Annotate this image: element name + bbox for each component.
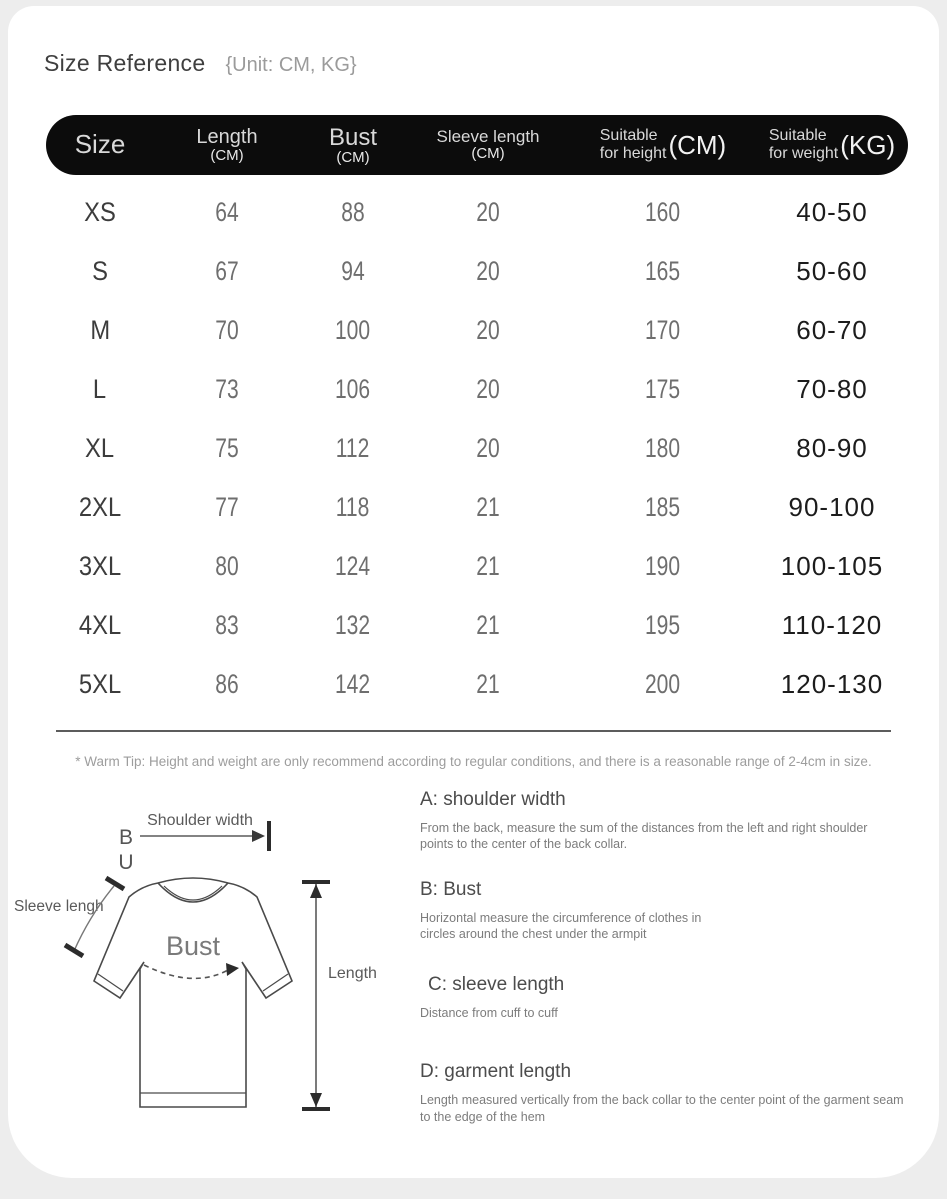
definition-block — [420, 1061, 911, 1125]
definition-heading: A: shoulder width — [420, 789, 566, 810]
cell-height: 170 — [645, 315, 681, 345]
cell-size: L — [93, 374, 107, 404]
cell-length: 77 — [215, 492, 239, 522]
cell-weight: 40-50 — [796, 197, 868, 227]
cell-length: 80 — [215, 551, 239, 581]
cell-length: 75 — [215, 433, 239, 463]
column-header-suitable-height — [570, 127, 756, 162]
sleeve-length-label: Sleeve lengh — [14, 898, 104, 915]
header-weight-unit: (KG) — [840, 129, 896, 160]
cell-weight: 110-120 — [781, 610, 883, 640]
length-label: Length — [328, 965, 377, 982]
table-row — [46, 242, 908, 301]
cell-bust: 124 — [335, 551, 371, 581]
page-title: Size Reference — [44, 50, 206, 76]
cell-weight: 80-90 — [796, 433, 868, 463]
definition-body: From the back, measure the sum of the distances from the left and right shoulder points to the center of the back collar. — [420, 821, 868, 852]
cell-height: 160 — [645, 197, 681, 227]
cell-sleeve: 20 — [476, 315, 500, 345]
cell-height: 175 — [645, 374, 681, 404]
table-row — [46, 478, 908, 537]
shoulder-width-label: Shoulder width — [147, 812, 253, 829]
cell-size: 3XL — [78, 551, 122, 581]
cell-weight: 70-80 — [796, 374, 868, 404]
column-header-size — [46, 131, 154, 158]
header-bust-label: Bust — [328, 123, 378, 151]
bust-arrow — [144, 963, 239, 978]
header-weight-label: Suitable for weight — [768, 127, 839, 162]
size-table-body — [46, 183, 908, 714]
warm-tip: * Warm Tip: Height and weight are only recommend according to regular conditions, and there is a reasonable range of 2-4cm in size. — [75, 754, 872, 769]
sleeve-length-arrow — [65, 878, 124, 956]
cell-height: 180 — [645, 433, 681, 463]
cell-size: 4XL — [78, 610, 122, 640]
cell-height: 185 — [645, 492, 681, 522]
definition-block — [420, 974, 911, 1021]
cell-bust: 94 — [341, 256, 365, 286]
header-length-label: Length — [196, 125, 258, 148]
cell-weight: 100-105 — [780, 551, 884, 581]
definition-block — [420, 789, 911, 853]
length-arrow — [302, 882, 330, 1109]
cell-size: 2XL — [78, 492, 122, 522]
cell-bust: 142 — [335, 669, 371, 699]
definition-heading: D: garment length — [420, 1061, 572, 1083]
cell-weight: 90-100 — [788, 492, 876, 522]
divider-line — [56, 730, 891, 732]
cell-length: 86 — [215, 669, 239, 699]
header-height-unit: (CM) — [668, 129, 727, 160]
tshirt-outline — [94, 878, 292, 1107]
cell-size: M — [90, 315, 110, 345]
definition-block — [420, 879, 911, 943]
size-chart-card — [8, 6, 939, 1178]
table-row — [46, 419, 908, 478]
cell-length: 83 — [215, 610, 239, 640]
cell-weight: 60-70 — [796, 315, 868, 345]
table-row — [46, 655, 908, 714]
cell-sleeve: 21 — [476, 551, 500, 581]
header-size-label: Size — [74, 129, 126, 160]
cell-height: 195 — [645, 610, 681, 640]
column-header-sleeve-length — [406, 128, 570, 162]
table-row — [46, 183, 908, 242]
definition-heading: B: Bust — [420, 878, 482, 900]
cell-bust: 106 — [335, 374, 371, 404]
cell-bust: 118 — [336, 492, 370, 522]
column-header-length — [154, 127, 300, 164]
cell-bust: 132 — [335, 610, 371, 640]
unit-note: {Unit: CM, KG} — [225, 54, 357, 76]
cell-size: XS — [84, 197, 116, 227]
cell-sleeve: 20 — [476, 433, 500, 463]
cell-height: 165 — [645, 256, 681, 286]
bust-label: Bust — [165, 931, 221, 961]
header-height-label: Suitable for height — [599, 127, 667, 162]
cell-weight: 50-60 — [796, 256, 868, 286]
page-header — [8, 50, 939, 77]
cell-weight: 120-130 — [780, 669, 884, 699]
definitions-column — [420, 783, 939, 1151]
cell-sleeve: 21 — [476, 492, 500, 522]
table-row — [46, 301, 908, 360]
cell-size: XL — [85, 433, 115, 463]
tshirt-diagram — [8, 783, 420, 1151]
tshirt-diagram-svg — [8, 783, 420, 1135]
definition-body: Horizontal measure the circumference of clothes in circles around the chest under the armpit — [420, 910, 702, 941]
letter-u: U — [118, 851, 134, 874]
cell-height: 190 — [645, 551, 681, 581]
cell-height: 200 — [645, 669, 681, 699]
column-header-suitable-weight — [756, 127, 908, 162]
cell-sleeve: 20 — [476, 256, 500, 286]
cell-size: 5XL — [78, 669, 122, 699]
header-sleeve-label: Sleeve length — [436, 127, 540, 147]
table-row — [46, 537, 908, 596]
cell-length: 67 — [215, 256, 239, 286]
table-row — [46, 360, 908, 419]
definition-body: Distance from cuff to cuff — [420, 1006, 558, 1020]
definition-body: Length measured vertically from the back collar to the center point of the garment seam to the edge of the hem — [420, 1093, 904, 1124]
header-bust-unit: (CM) — [336, 148, 370, 166]
cell-length: 73 — [215, 374, 239, 404]
cell-bust: 100 — [335, 315, 371, 345]
cell-sleeve: 20 — [476, 374, 500, 404]
cell-size: S — [92, 256, 108, 286]
cell-sleeve: 21 — [476, 610, 500, 640]
header-sleeve-unit: (CM) — [471, 145, 505, 163]
cell-sleeve: 20 — [476, 197, 500, 227]
measurement-guide — [8, 783, 939, 1151]
cell-bust: 112 — [336, 433, 370, 463]
cell-sleeve: 21 — [476, 669, 500, 699]
definition-heading: C: sleeve length — [428, 974, 565, 995]
table-row — [46, 596, 908, 655]
column-header-bust — [300, 125, 406, 166]
cell-length: 64 — [215, 197, 239, 227]
table-header-row — [46, 115, 908, 175]
header-length-unit: (CM) — [210, 146, 244, 164]
cell-bust: 88 — [341, 197, 365, 227]
letter-b: B — [118, 826, 134, 849]
cell-length: 70 — [215, 315, 239, 345]
